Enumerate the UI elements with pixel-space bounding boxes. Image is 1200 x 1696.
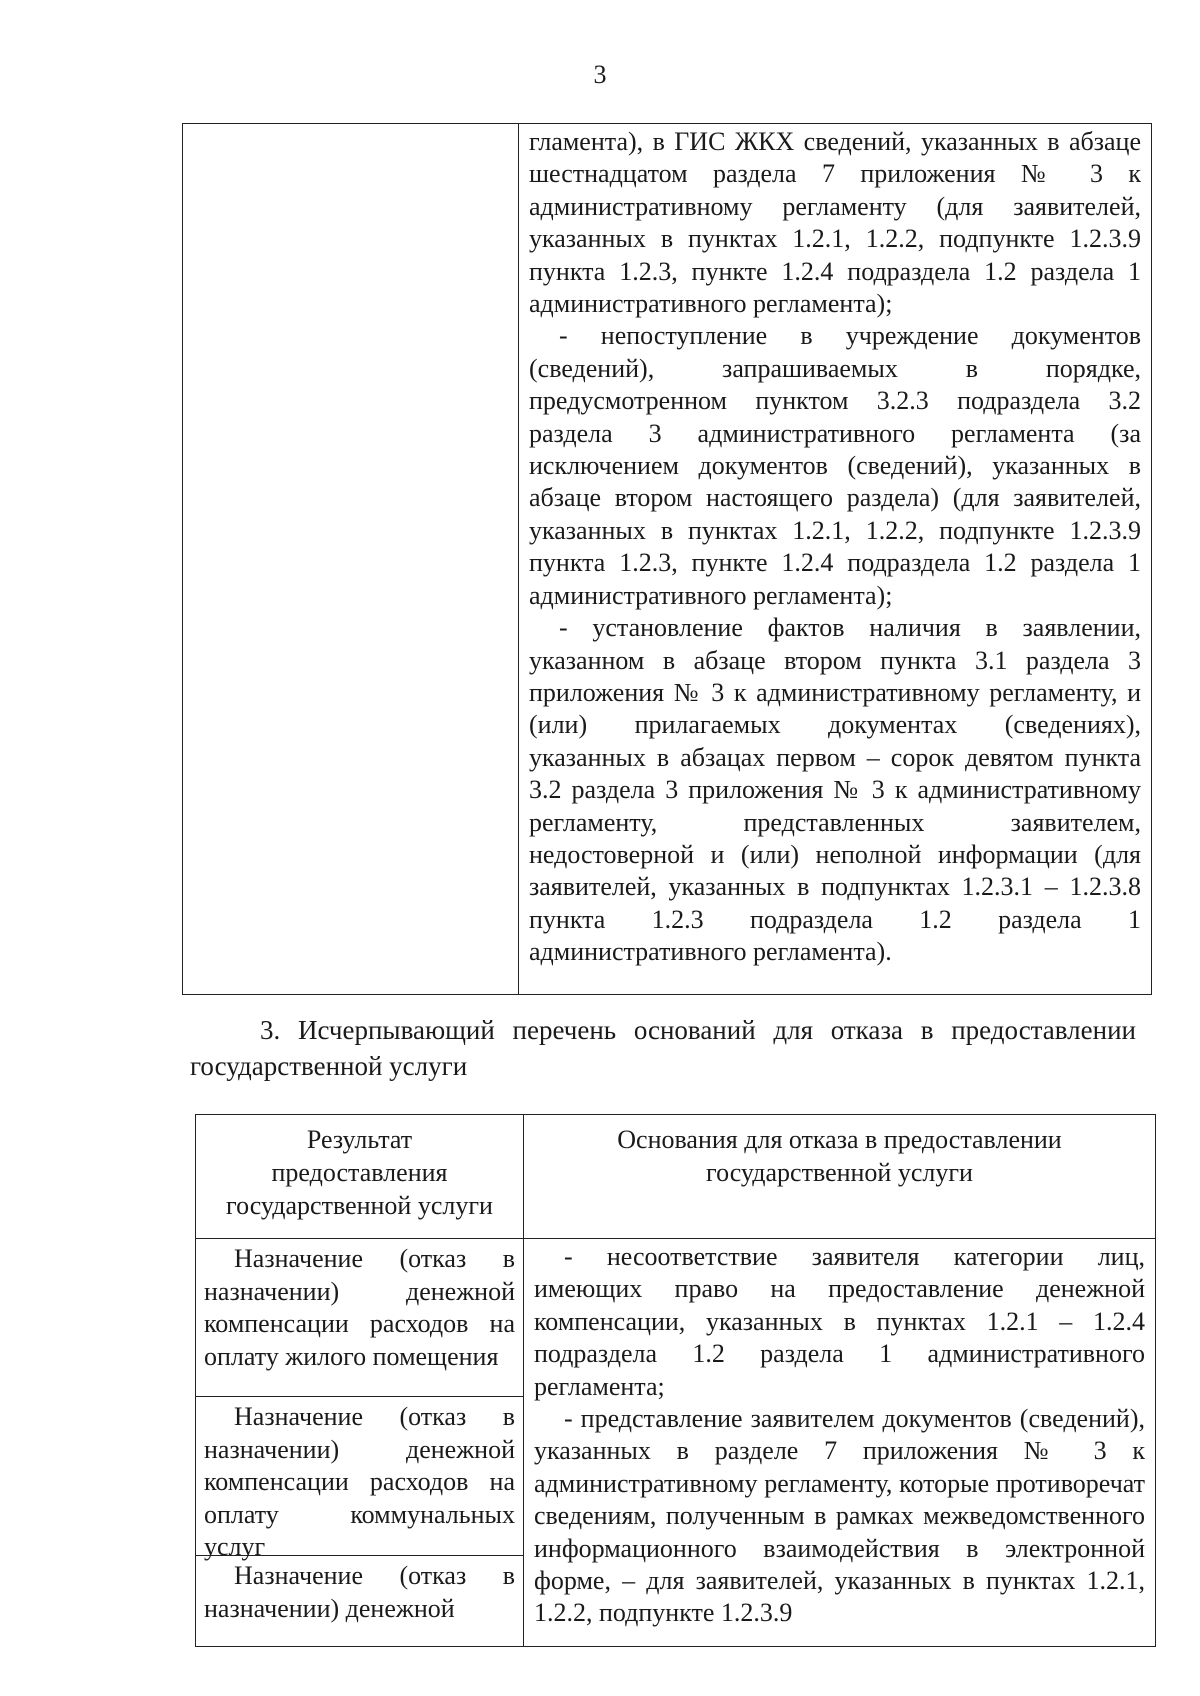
table1-paragraph-2: - непоступление в учреждение документов (сведений), запрашиваемых в порядке, предусмотренном пунктом 3.2.3 подраздела 3.2 раздела 3 административного регламента (за исключением документов (сведений), указанных в абзаце втором настоящего раздела) (для заявителей, указанных в пунктах 1.2.1, 1.2.2, подпункте 1.2.3.9 пункта 1.2.3, пункте 1.2.4 подраздела 1.2 раздела 1 административного регламента);: [529, 321, 1141, 610]
table2-result-cell-1: Назначение (отказ в назначении) денежной компенсации расходов на оплату жилого помещения: [196, 1239, 523, 1397]
page-number: 3: [593, 60, 607, 89]
table2-header-row: [196, 1115, 1155, 1239]
table2-result-cell-2: Назначение (отказ в назначении) денежной компенсации расходов на оплату коммунальных услуг: [196, 1397, 523, 1556]
table2-body: [196, 1239, 1155, 1646]
continuation-table: [182, 123, 1152, 995]
table2-result-cell-3: Назначение (отказ в назначении) денежной: [204, 1561, 515, 1623]
table1-paragraph-3: - установление фактов наличия в заявлении, указанном в абзаце втором пункта 3.1 раздела 3 приложения № 3 к административному регламенту, и (или) прилагаемых документах (сведениях), указанных в абзацах первом – сорок девятом пункта 3.2 раздела 3 приложения № 3 к административному регламенту, представленных заявителем, недостоверной и (или) неполной информации (для заявителей, указанных в подпунктах 1.2.3.1 – 1.2.3.8 пункта 1.2.3 подраздела 1.2 раздела 1 административного регламента).: [529, 613, 1141, 967]
table2-grounds-paragraph-1: - несоответствие заявителя категории лиц, имеющих право на предоставление денежной компенсации, указанных в пунктах 1.2.1 – 1.2.4 подраздела 1.2 раздела 1 административного регламента;: [534, 1242, 1145, 1401]
table1-right-cell: [519, 124, 1151, 994]
section-3-heading: 3. Исчерпывающий перечень оснований для отказа в предоставлении государственной услуги: [190, 1015, 1136, 1081]
table2-header-grounds: Основания для отказа в предоставлении государственной услуги: [617, 1125, 1062, 1187]
table1-paragraph-1: гламента), в ГИС ЖКХ сведений, указанных в абзаце шестнадцатом раздела 7 приложения № 3 к административному регламенту (для заявителей, указанных в пунктах 1.2.1, 1.2.2, подпункте 1.2.3.9 пункта 1.2.3, пункте 1.2.4 подраздела 1.2 раздела 1 административного регламента);: [529, 127, 1141, 319]
table2-header-result: Результат предоставления государственной услуги: [196, 1115, 524, 1238]
table1-left-cell: [183, 124, 519, 994]
refusal-grounds-table: [195, 1114, 1156, 1647]
table2-grounds-paragraph-2: - представление заявителем документов (сведений), указанных в разделе 7 приложения № 3 к административному регламенту, которые противоречат сведениям, полученным в рамках межведомственного информационного взаимодействия в электронной форме, – для заявителей, указанных в пунктах 1.2.1, 1.2.2, подпункте 1.2.3.9: [534, 1404, 1145, 1628]
table2-grounds-column: [524, 1239, 1155, 1646]
table2-result-column: [196, 1239, 524, 1646]
